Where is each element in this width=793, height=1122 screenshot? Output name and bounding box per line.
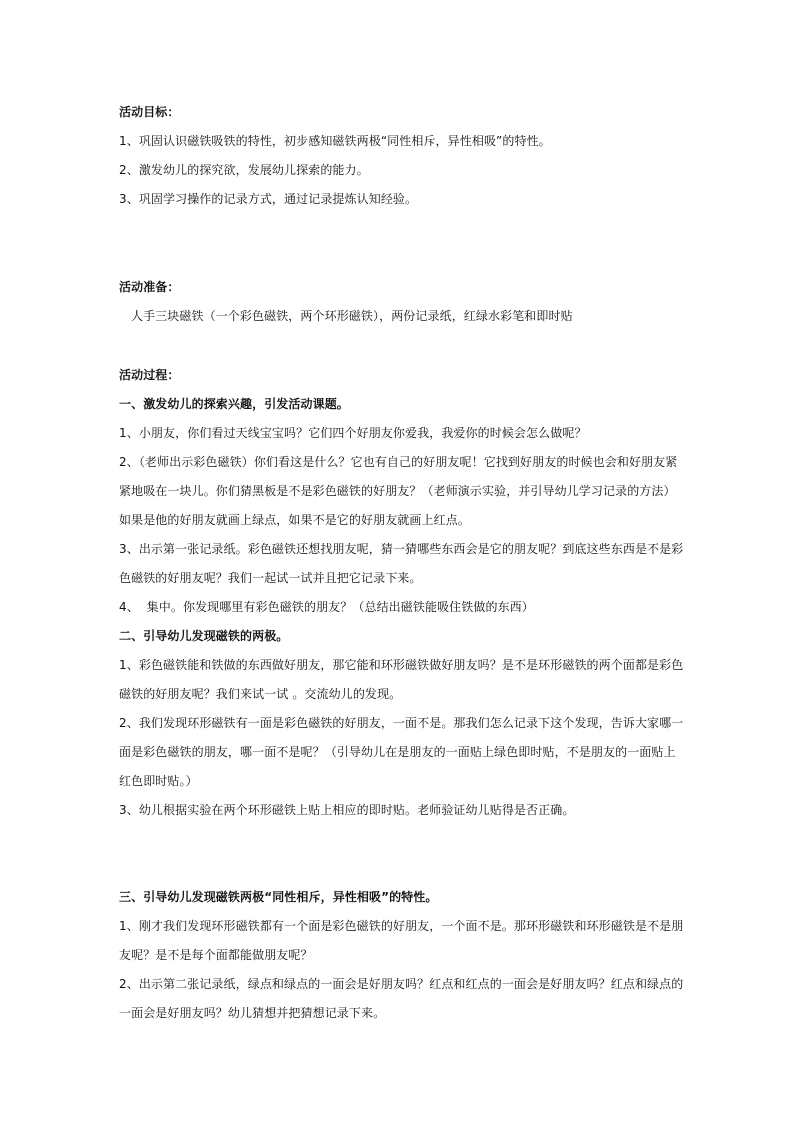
goal-item-1: 1、巩固认识磁铁吸铁的特性，初步感知磁铁两极“同性相斥，异性相吸”的特性。 bbox=[119, 134, 551, 148]
section-1-line: 1、小朋友，你们看过天线宝宝吗？它们四个好朋友你爱我，我爱你的时候会怎么做呢？ bbox=[119, 426, 587, 440]
preparation-text: 人手三块磁铁（一个彩色磁铁，两个环形磁铁），两份记录纸，红绿水彩笔和即时贴 bbox=[131, 309, 573, 323]
section-3-line: 1、刚才我们发现环形磁铁都有一个面是彩色磁铁的好朋友，一个面不是。那环形磁铁和环形磁铁是不是朋 bbox=[119, 919, 684, 933]
section-1-line: 2、（老师出示彩色磁铁）你们看这是什么？它也有自己的好朋友呢！它找到好朋友的时候也会和好朋友紧 bbox=[119, 455, 678, 469]
section-2-line: 2、我们发现环形磁铁有一面是彩色磁铁的好朋友，一面不是。那我们怎么记录下这个发现，告诉大家哪一 bbox=[119, 716, 684, 730]
preparation-heading: 活动准备： bbox=[119, 280, 180, 294]
section-2-line: 红色即时贴。） bbox=[119, 774, 198, 788]
section-1-line: 色磁铁的好朋友呢？我们一起试一试并且把它记录下来。 bbox=[119, 571, 422, 585]
section-2-line: 1、彩色磁铁能和铁做的东西做好朋友，那它能和环形磁铁做好朋友吗？是不是环形磁铁的两个面都是彩色 bbox=[119, 658, 684, 672]
goals-heading: 活动目标： bbox=[119, 105, 180, 119]
section-3-line: 一面会是好朋友吗？幼儿猜想并把猜想记录下来。 bbox=[119, 1006, 386, 1020]
section-2-line: 磁铁的好朋友呢？我们来试一试 。交流幼儿的发现。 bbox=[119, 687, 402, 701]
section-1-title: 一、激发幼儿的探索兴趣，引发活动课题。 bbox=[119, 397, 349, 411]
process-heading: 活动过程： bbox=[119, 368, 180, 382]
goal-item-2: 2、激发幼儿的探究欲，发展幼儿探索的能力。 bbox=[119, 163, 369, 177]
section-2-line: 面是彩色磁铁的朋友，哪一面不是呢？（引导幼儿在是朋友的一面贴上绿色即时贴，不是朋友的一面贴上 bbox=[119, 745, 676, 759]
section-1-line: 4、 集中。你发现哪里有彩色磁铁的朋友？（总结出磁铁能吸住铁做的东西） bbox=[119, 600, 534, 614]
section-3-line: 2、出示第二张记录纸，绿点和绿点的一面会是好朋友吗？红点和红点的一面会是好朋友吗？红点和绿点的 bbox=[119, 977, 684, 991]
section-3-line: 友呢？是不是每个面都能做朋友呢？ bbox=[119, 948, 313, 962]
goal-item-3: 3、巩固学习操作的记录方式，通过记录提炼认知经验。 bbox=[119, 192, 418, 206]
section-1-line: 3、出示第一张记录纸。彩色磁铁还想找朋友呢，猜一猜哪些东西会是它的朋友呢？到底这些东西是不是彩 bbox=[119, 542, 684, 556]
section-3-title: 三、引导幼儿发现磁铁两极“同性相斥，异性相吸”的特性。 bbox=[119, 890, 438, 904]
section-1-line: 紧地吸在一块儿。你们猜黑板是不是彩色磁铁的好朋友？（老师演示实验，并引导幼儿学习记录的方法） bbox=[119, 484, 676, 498]
section-2-line: 3、幼儿根据实验在两个环形磁铁上贴上相应的即时贴。老师验证幼儿贴得是否正确。 bbox=[119, 803, 575, 817]
section-1-line: 如果是他的好朋友就画上绿点，如果不是它的好朋友就画上红点。 bbox=[119, 513, 470, 527]
section-2-title: 二、引导幼儿发现磁铁的两极。 bbox=[119, 629, 289, 643]
